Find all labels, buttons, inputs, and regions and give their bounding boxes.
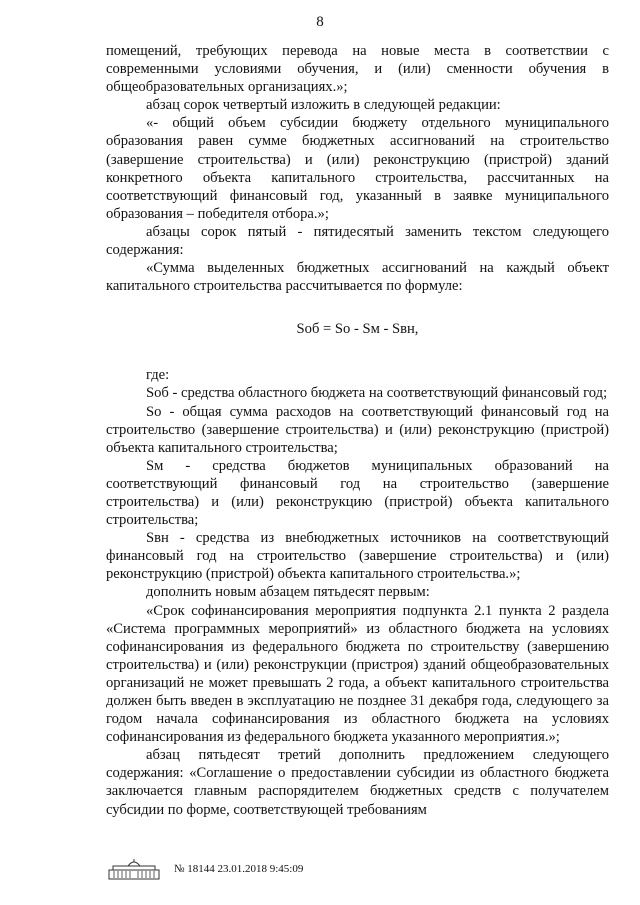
paragraph: Sоб - средства областного бюджета на соответствующий финансовый год; bbox=[146, 385, 608, 402]
paragraph: «- общий объем субсидии бюджету отдельного муниципального образования равен сумме бюджетных ассигнований на строительство (завершение строительства) и (или) реконструкцию (пристрой) зданий конкретного объекта капитального строительства, рассчитанных на соответствующий финансовый год, указанный в заявке муниципального образования – победителя отбора.»; bbox=[106, 115, 609, 222]
paragraph: Sм - средства бюджетов муниципальных образований на соответствующий финансовый год на строительство (завершение строительства) и (или) реконструкцию (пристрой) объекта капитального строительства; bbox=[106, 457, 609, 529]
paragraph: «Срок софинансирования мероприятия подпункта 2.1 пункта 2 раздела «Система программных мероприятий» из областного бюджета на условиях софинансирования из федерального бюджета по строительству (завершению строительства) и (или) реконструкции (пристроя) зданий общеобразовательных организаций не может превышать 2 года, а объект капитального строительства должен быть введен в эксплуатацию не позднее 31 декабря года, следующего за годом начала софинансирования из областного бюджета на условиях софинансирования из федерального бюджета указанного мероприятия.»; bbox=[106, 602, 609, 746]
paragraph: абзац сорок четвертый изложить в следующей редакции: bbox=[146, 97, 501, 114]
paragraph: абзацы сорок пятый - пятидесятый заменить текстом следующего содержания: bbox=[106, 223, 609, 259]
page-number: 8 bbox=[316, 14, 324, 30]
footer bbox=[108, 858, 303, 880]
paragraph: Sо - общая сумма расходов на соответствующий финансовый год на строительство (завершение строительства) и (или) реконструкцию (пристрой) объекта капитального строительства; bbox=[106, 403, 609, 456]
formula: Sоб = Sо - Sм - Sвн, bbox=[296, 321, 419, 338]
document-body bbox=[106, 42, 609, 819]
document-stamp: № 18144 23.01.2018 9:45:09 bbox=[174, 863, 304, 875]
paragraph: абзац пятьдесят третий дополнить предложением следующего содержания: «Соглашение о предоставлении субсидии из областного бюджета заключается главным распорядителем бюджетных средств с получателем субсидии по форме, соответствующей требованиям bbox=[106, 747, 609, 818]
paragraph: дополнить новым абзацем пятьдесят первым: bbox=[146, 584, 430, 601]
paragraph: «Сумма выделенных бюджетных ассигнований на каждый объект капитального строительства рассчитывается по формуле: bbox=[106, 260, 609, 295]
paragraph: Sвн - средства из внебюджетных источников на соответствующий финансовый год на строительство (завершение строительства) и (или) реконструкцию (пристрой) объекта капитального строительства.»; bbox=[106, 530, 609, 583]
building-logo-icon bbox=[108, 858, 160, 880]
paragraph: где: bbox=[146, 367, 170, 384]
paragraph: помещений, требующих перевода на новые места в соответствии с современными условиями обучения, и (или) сменности обучения в общеобразовательных организациях.»; bbox=[106, 43, 609, 96]
